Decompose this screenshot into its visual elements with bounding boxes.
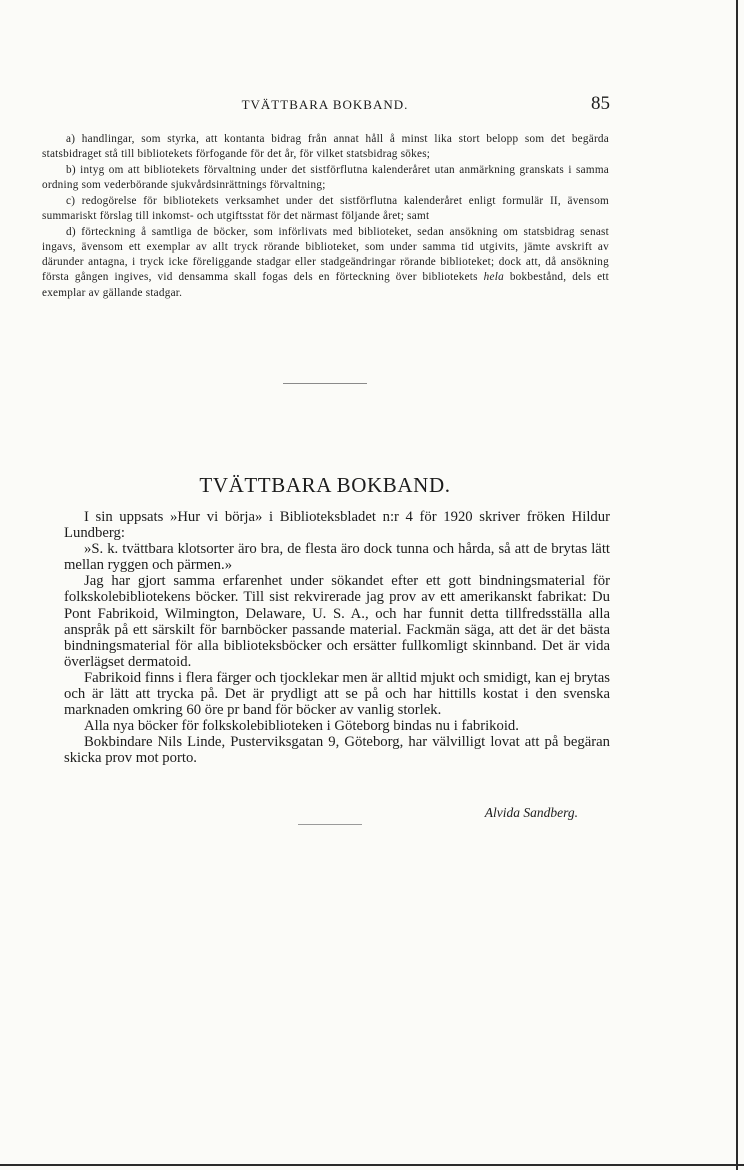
requirement-b: b) intyg om att bibliotekets förvaltning under det sistförflutna kalenderåret utan anmärkning granskats i samma ordning som vederbörande sjukvårdsinrättnings förvaltning; bbox=[42, 163, 609, 192]
article-paragraph: Fabrikoid finns i flera färger och tjocklekar men är alltid mjukt och smidigt, kan ej brytas och är lätt att trycka på. Det är prydligt att se på och har hittills kostat i den svenska marknaden omkring 60 öre pr band för böcker av vanlig storlek. bbox=[64, 669, 610, 719]
scan-edge-bottom bbox=[0, 1164, 744, 1166]
article-paragraph: Alla nya böcker för folkskolebiblioteken i Göteborg bindas nu i fabrikoid. bbox=[84, 718, 519, 735]
running-head bbox=[40, 93, 610, 117]
scan-edge-right bbox=[736, 0, 738, 1170]
requirement-d-emphasis: hela bbox=[483, 271, 504, 284]
end-divider bbox=[298, 824, 362, 825]
article-title: TVÄTTBARA BOKBAND. bbox=[199, 473, 451, 497]
article-paragraph: Bokbindare Nils Linde, Pusterviksgatan 9, Göteborg, har välvilligt lovat att på begäran skicka prov mot porto. bbox=[64, 734, 610, 767]
requirement-d-text: d) förteckning å samtliga de böcker, som införlivats med biblioteket, sedan ansökning om statsbidrag senast ingavs, ävensom ett exemplar av allt tryck rörande biblioteket, som under samma tid utgivits, jämte avskrift av därunder antagna, i tryck icke föreliggande stadgar eller stadgeändringar rörande biblioteket; dock att, då ansökning första gången ingives, vid densamma skall fogas dels en förteckning över bibliotekets bbox=[42, 225, 609, 284]
article-paragraph: I sin uppsats »Hur vi börja» i Biblioteksbladet n:r 4 för 1920 skriver fröken Hildur Lundberg: bbox=[64, 509, 610, 542]
article-paragraph: Jag har gjort samma erfarenhet under sökandet efter ett gott bindningsmaterial för folkskolebibliotekens böcker. Till sist rekvirerade jag prov av ett amerikanskt fabrikat: Du Pont Fabrikoid, Wilmington, Delaware, U. S. A., och har funnit detta tillfredsställa alla anspråk på ett särskilt för barnböcker passande material. Fackmän säga, att det är det bästa bindningsmaterial för alla biblioteksböcker och ersätter fullkomligt skinnband. Det är vida överlägset dermatoid. bbox=[64, 573, 610, 670]
requirement-c: c) redogörelse för bibliotekets verksamhet under det sistförflutna kalenderåret enligt formulär II, ävensom summariskt förslag till inkomst- och utgiftsstat för det närmast följande året; samt bbox=[42, 194, 609, 223]
page-number: 85 bbox=[591, 93, 610, 114]
author-signature: Alvida Sandberg. bbox=[484, 805, 578, 820]
article-paragraph: »S. k. tvättbara klotsorter äro bra, de flesta äro dock tunna och hårda, så att de brytas lätt mellan ryggen och pärmen.» bbox=[64, 541, 610, 574]
article-body bbox=[64, 509, 610, 767]
section-divider bbox=[283, 383, 367, 384]
requirement-d bbox=[42, 225, 609, 301]
requirement-d-tail: bokbestånd, dels ett exemplar av gällande stadgar. bbox=[42, 271, 610, 299]
requirement-a: a) handlingar, som styrka, att kontanta bidrag från annat håll å minst lika stort belopp som det begärda statsbidraget stå till bibliotekets förfogande för det år, för vilket statsbidrag sökes; bbox=[42, 133, 609, 161]
running-title: TVÄTTBARA BOKBAND. bbox=[241, 97, 409, 112]
requirements-list bbox=[42, 132, 609, 301]
